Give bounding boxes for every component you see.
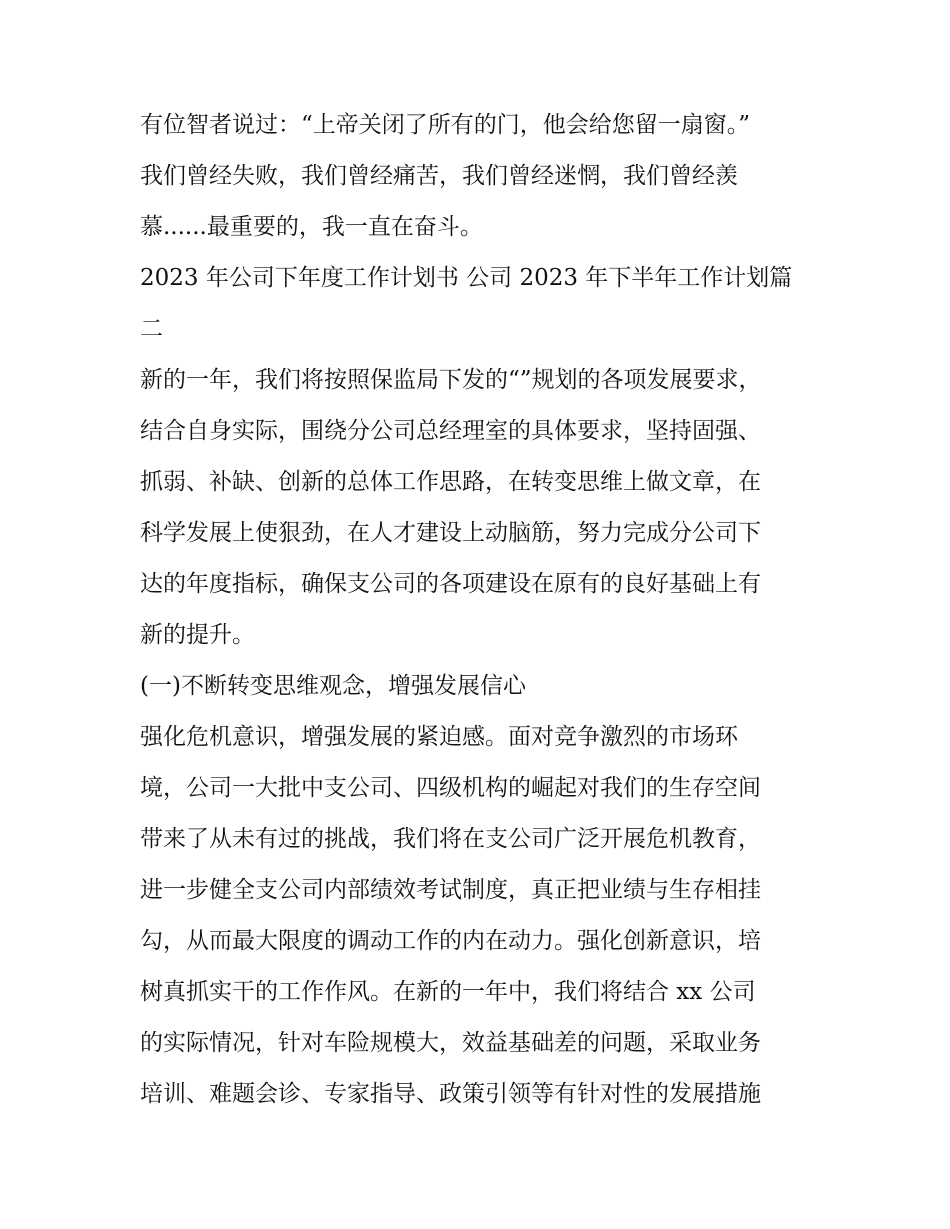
text-line: 进一步健全支公司内部绩效考试制度，真正把业绩与生存相挂 xyxy=(140,877,761,903)
text-line: 境，公司一大批中支公司、四级机构的崛起对我们的生存空间 xyxy=(140,775,761,801)
text-line: 有位智者说过：“上帝关闭了所有的门，他会给您留一扇窗。” xyxy=(140,112,751,138)
text-line: 的实际情况，针对车险规模大，效益基础差的问题，采取业务 xyxy=(140,1030,761,1056)
text-line: 树真抓实干的工作作风。在新的一年中，我们将结合 xx 公司 xyxy=(140,979,756,1005)
document-body xyxy=(140,100,820,1120)
text-line: 抓弱、补缺、创新的总体工作思路，在转变思维上做文章，在 xyxy=(140,469,761,495)
text-line: 达的年度指标，确保支公司的各项建设在原有的良好基础上有 xyxy=(140,571,761,597)
section-title-line: 二 xyxy=(140,316,163,342)
text-line: 带来了从未有过的挑战，我们将在支公司广泛开展危机教育， xyxy=(140,826,761,852)
text-line: 我们曾经失败，我们曾经痛苦，我们曾经迷惘，我们曾经羡 xyxy=(140,163,738,189)
text-line: 强化危机意识，增强发展的紧迫感。面对竞争激烈的市场环 xyxy=(140,724,738,750)
text-line: 培训、难题会诊、专家指导、政策引领等有针对性的发展措施 xyxy=(140,1081,761,1107)
section-title-line: 2023 年公司下年度工作计划书 公司 2023 年下半年工作计划篇 xyxy=(140,265,793,291)
text-line: 科学发展上使狠劲，在人才建设上动脑筋，努力完成分公司下 xyxy=(140,520,761,546)
text-line: 慕......最重要的，我一直在奋斗。 xyxy=(140,214,483,240)
text-line: 结合自身实际，围绕分公司总经理室的具体要求，坚持固强、 xyxy=(140,418,761,444)
text-line: 新的一年，我们将按照保监局下发的“”规划的各项发展要求， xyxy=(140,367,762,393)
text-line: 勾，从而最大限度的调动工作的内在动力。强化创新意识，培 xyxy=(140,928,761,954)
text-line: 新的提升。 xyxy=(140,622,255,648)
subheading-line: (一)不断转变思维观念，增强发展信心 xyxy=(140,673,526,699)
